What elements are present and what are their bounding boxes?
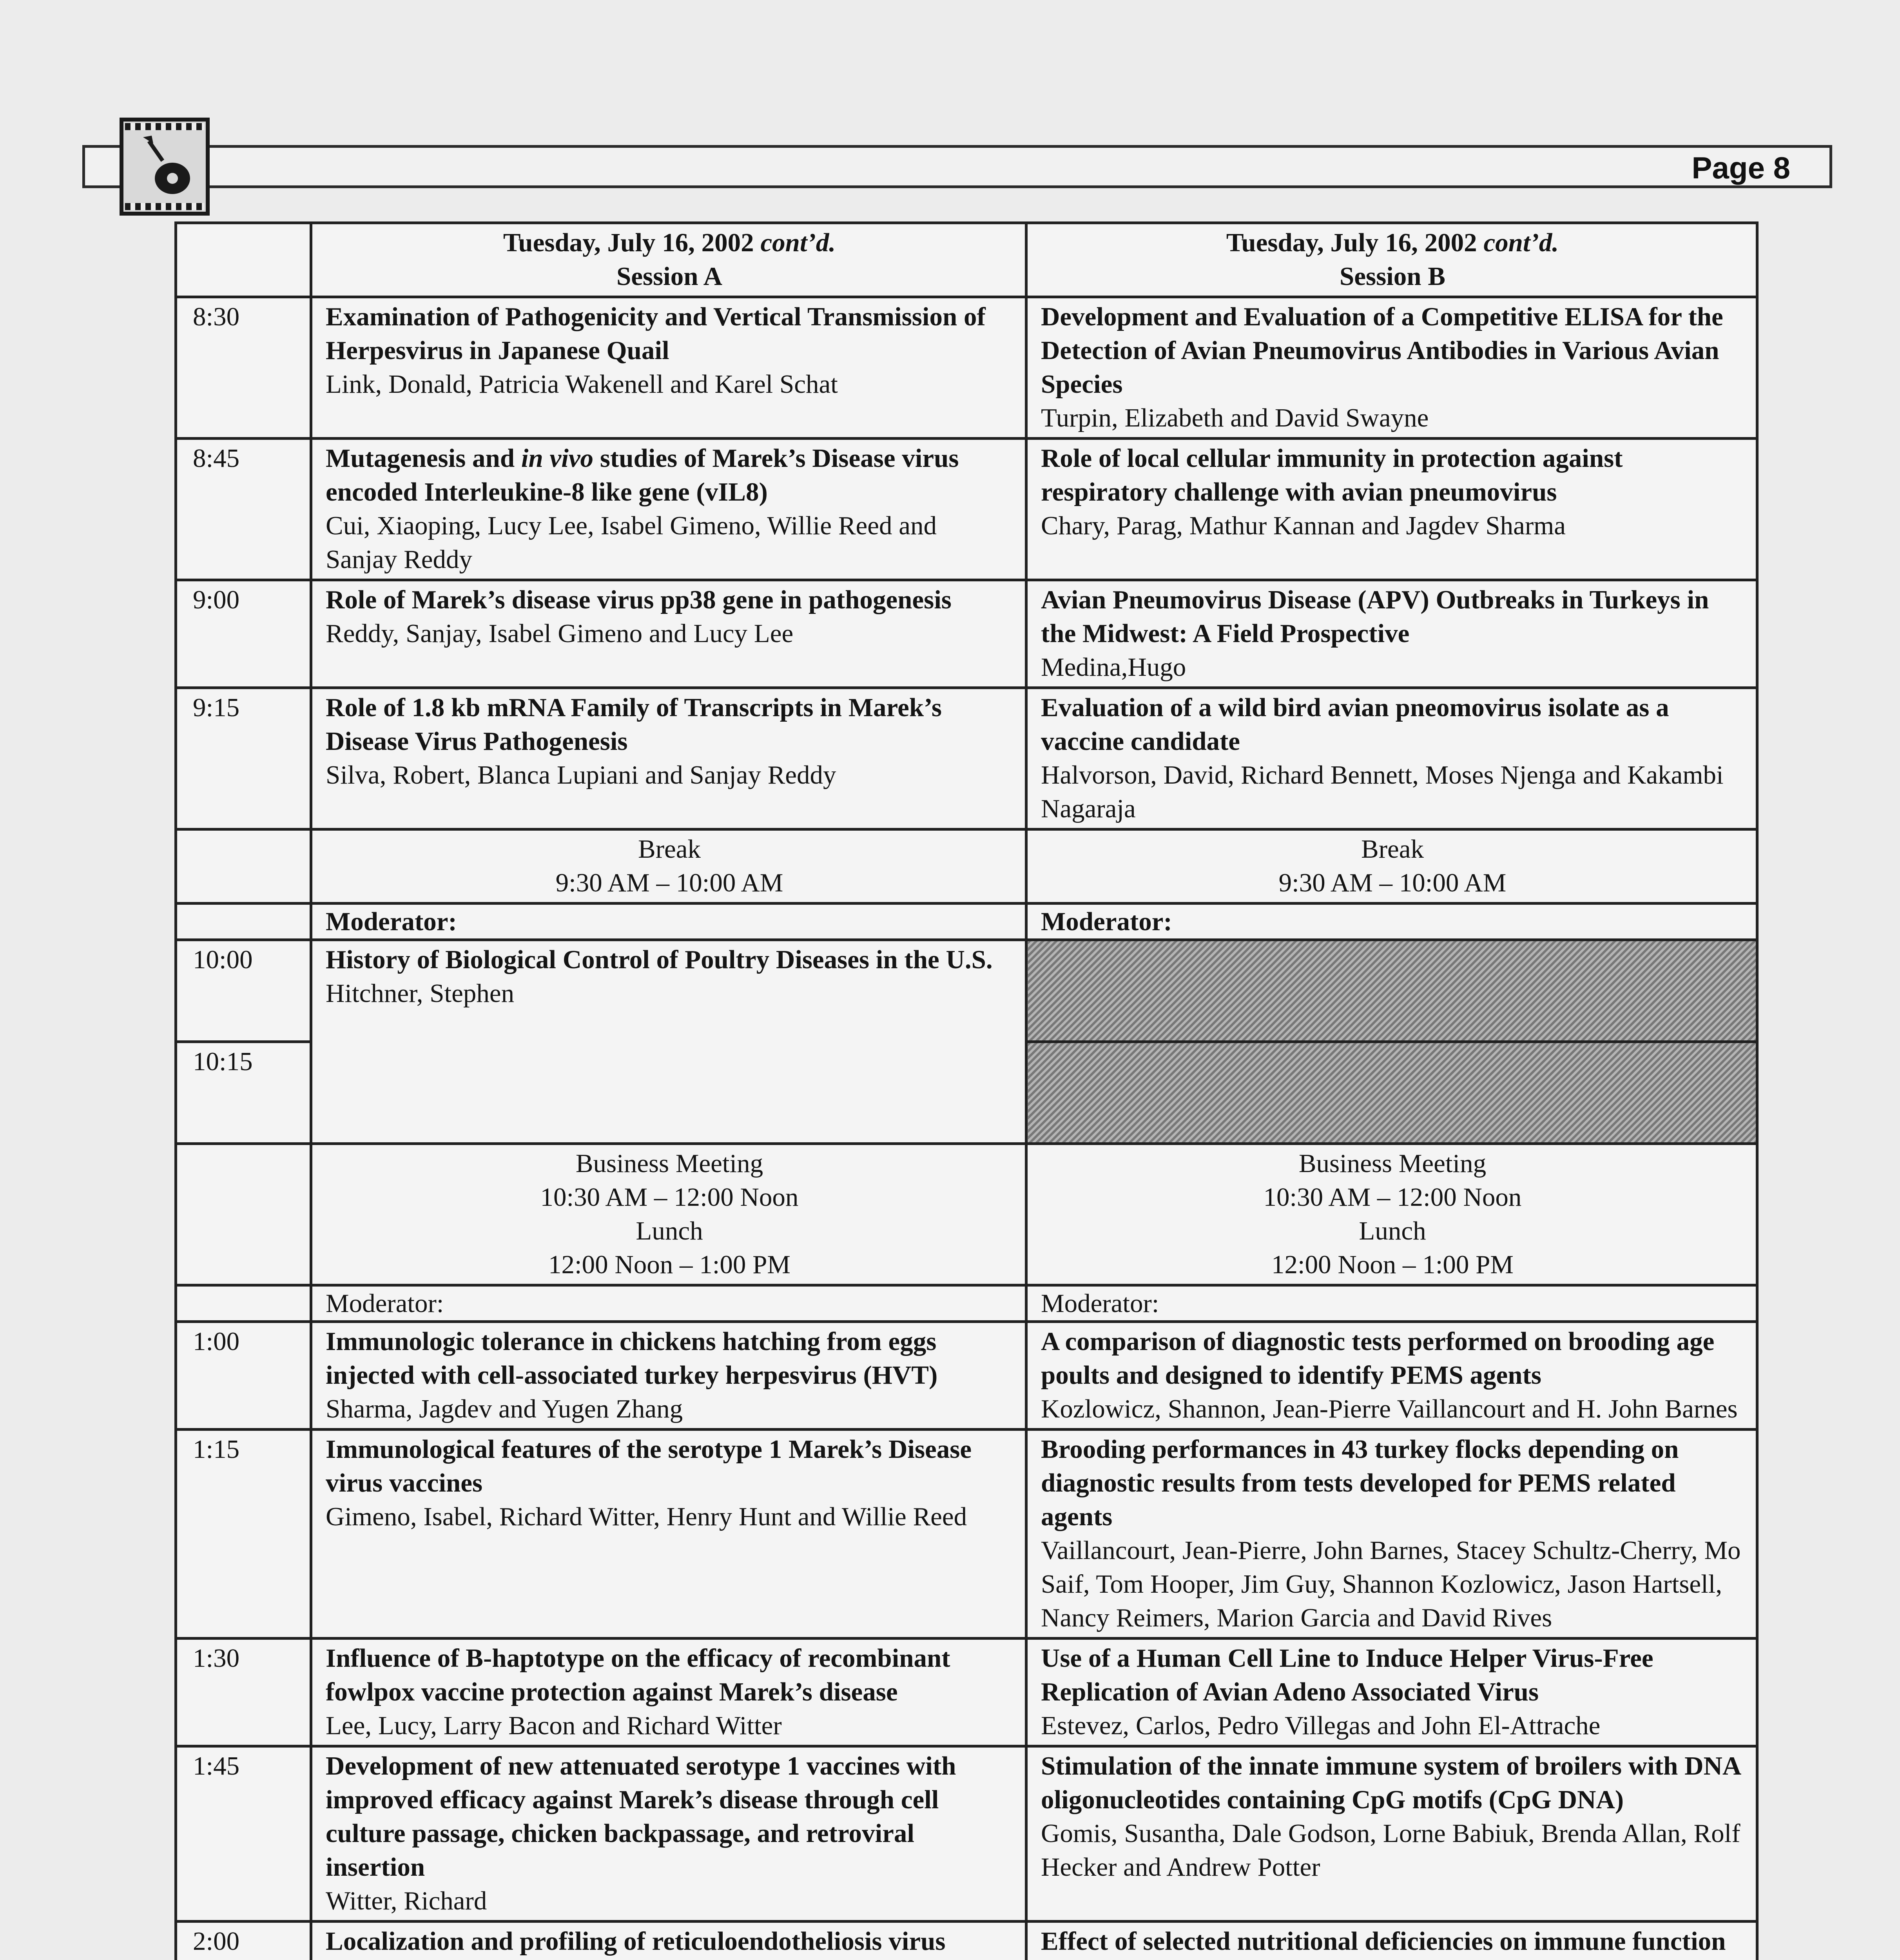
table-row	[176, 1639, 1757, 1746]
session-b-talk: Use of a Human Cell Line to Induce Helper Virus-Free Replication of Avian Adeno Associated Virus Estevez, Carlos, Pedro Villegas and John El-Attrache	[1026, 1639, 1757, 1746]
session-a-talk: Immunologic tolerance in chickens hatching from eggs injected with cell-associated turkey herpesvirus (HVT) Sharma, Jagdev and Yugen Zhang	[311, 1322, 1026, 1430]
time-cell: 10:00	[176, 940, 311, 1042]
session-b-talk: Evaluation of a wild bird avian pneomovirus isolate as a vaccine candidate Halvorson, David, Richard Bennett, Moses Njenga and Kakambi Nagaraja	[1026, 688, 1757, 829]
guitar-icon	[133, 133, 200, 204]
time-cell: 1:30	[176, 1639, 311, 1746]
session-b-header: Tuesday, July 16, 2002 cont’d. Session B	[1026, 223, 1757, 297]
break-a: Break 9:30 AM – 10:00 AM	[311, 829, 1026, 904]
time-cell: 1:00	[176, 1322, 311, 1430]
moderator-row	[176, 1285, 1757, 1322]
session-a-header: Tuesday, July 16, 2002 cont’d. Session A	[311, 223, 1026, 297]
empty-slot-hatched	[1026, 940, 1757, 1042]
corner-cell	[176, 223, 311, 297]
time-cell: 9:00	[176, 580, 311, 688]
table-row	[176, 297, 1757, 439]
moderator-a: Moderator:	[311, 904, 1026, 940]
film-guitar-logo	[120, 118, 210, 216]
session-b-talk: Effect of selected nutritional deficiencies on immune function	[1026, 1922, 1757, 1960]
table-row	[176, 1322, 1757, 1430]
business-meeting-b: Business Meeting 10:30 AM – 12:00 Noon Lunch 12:00 Noon – 1:00 PM	[1026, 1144, 1757, 1285]
time-cell: 8:45	[176, 439, 311, 580]
session-header-row	[176, 223, 1757, 297]
table-row	[176, 1922, 1757, 1960]
time-cell: 1:45	[176, 1746, 311, 1922]
session-a-talk: Influence of B-haptotype on the efficacy of recombinant fowlpox vaccine protection against Marek’s disease Lee, Lucy, Larry Bacon and Richard Witter	[311, 1639, 1026, 1746]
time-cell: 1:15	[176, 1430, 311, 1639]
session-b-talk: A comparison of diagnostic tests performed on brooding age poults and designed to identify PEMS agents Kozlowicz, Shannon, Jean-Pierre Vaillancourt and H. John Barnes	[1026, 1322, 1757, 1430]
table-row	[176, 940, 1757, 1042]
table-row	[176, 688, 1757, 829]
table-row	[176, 580, 1757, 688]
moderator-a: Moderator:	[311, 1285, 1026, 1322]
moderator-b: Moderator:	[1026, 1285, 1757, 1322]
session-a-talk: History of Biological Control of Poultry Diseases in the U.S. Hitchner, Stephen	[311, 940, 1026, 1144]
session-a-talk: Role of Marek’s disease virus pp38 gene in pathogenesis Reddy, Sanjay, Isabel Gimeno and Lucy Lee	[311, 580, 1026, 688]
business-meeting-row	[176, 1144, 1757, 1285]
session-a-talk: Mutagenesis and in vivo studies of Marek’s Disease virus encoded Interleukine-8 like gene (vIL8) Cui, Xiaoping, Lucy Lee, Isabel Gimeno, Willie Reed and Sanjay Reddy	[311, 439, 1026, 580]
table-row	[176, 1746, 1757, 1922]
time-cell: 9:15	[176, 688, 311, 829]
time-cell: 2:00	[176, 1922, 311, 1960]
session-a-talk: Immunological features of the serotype 1 Marek’s Disease virus vaccines Gimeno, Isabel, Richard Witter, Henry Hunt and Willie Reed	[311, 1430, 1026, 1639]
session-b-talk: Avian Pneumovirus Disease (APV) Outbreaks in Turkeys in the Midwest: A Field Prospective Medina,Hugo	[1026, 580, 1757, 688]
break-b: Break 9:30 AM – 10:00 AM	[1026, 829, 1757, 904]
session-b-talk: Stimulation of the innate immune system of broilers with DNA oligonucleotides containing CpG motifs (CpG DNA) Gomis, Susantha, Dale Godson, Lorne Babiuk, Brenda Allan, Rolf Hecker and Andrew Potter	[1026, 1746, 1757, 1922]
moderator-b: Moderator:	[1026, 904, 1757, 940]
time-cell: 10:15	[176, 1042, 311, 1144]
moderator-row	[176, 904, 1757, 940]
schedule-table	[174, 221, 1759, 1960]
time-cell: 8:30	[176, 297, 311, 439]
session-b-talk: Brooding performances in 43 turkey flocks depending on diagnostic results from tests developed for PEMS related agents Vaillancourt, Jean-Pierre, John Barnes, Stacey Schultz-Cherry, Mo Saif, Tom Hooper, Jim Guy, Shannon Kozlowicz, Jason Hartsell, Nancy Reimers, Marion Garcia and David Rives	[1026, 1430, 1757, 1639]
business-meeting-a: Business Meeting 10:30 AM – 12:00 Noon Lunch 12:00 Noon – 1:00 PM	[311, 1144, 1026, 1285]
empty-slot-hatched	[1026, 1042, 1757, 1144]
break-row	[176, 829, 1757, 904]
table-row	[176, 1430, 1757, 1639]
session-a-talk: Development of new attenuated serotype 1 vaccines with improved efficacy against Marek’s disease through cell culture passage, chicken backpassage, and retroviral insertion Witter, Richard	[311, 1746, 1026, 1922]
session-b-talk: Role of local cellular immunity in protection against respiratory challenge with avian pneumovirus Chary, Parag, Mathur Kannan and Jagdev Sharma	[1026, 439, 1757, 580]
session-b-talk: Development and Evaluation of a Competitive ELISA for the Detection of Avian Pneumovirus Antibodies in Various Avian Species Turpin, Elizabeth and David Swayne	[1026, 297, 1757, 439]
session-a-talk: Localization and profiling of reticuloendotheliosis virus	[311, 1922, 1026, 1960]
session-a-talk: Role of 1.8 kb mRNA Family of Transcripts in Marek’s Disease Virus Pathogenesis Silva, Robert, Blanca Lupiani and Sanjay Reddy	[311, 688, 1026, 829]
table-row	[176, 439, 1757, 580]
page-header-bar	[82, 145, 1832, 188]
page-number: Page 8	[1692, 151, 1790, 185]
session-a-talk: Examination of Pathogenicity and Vertical Transmission of Herpesvirus in Japanese Quail Link, Donald, Patricia Wakenell and Karel Schat	[311, 297, 1026, 439]
